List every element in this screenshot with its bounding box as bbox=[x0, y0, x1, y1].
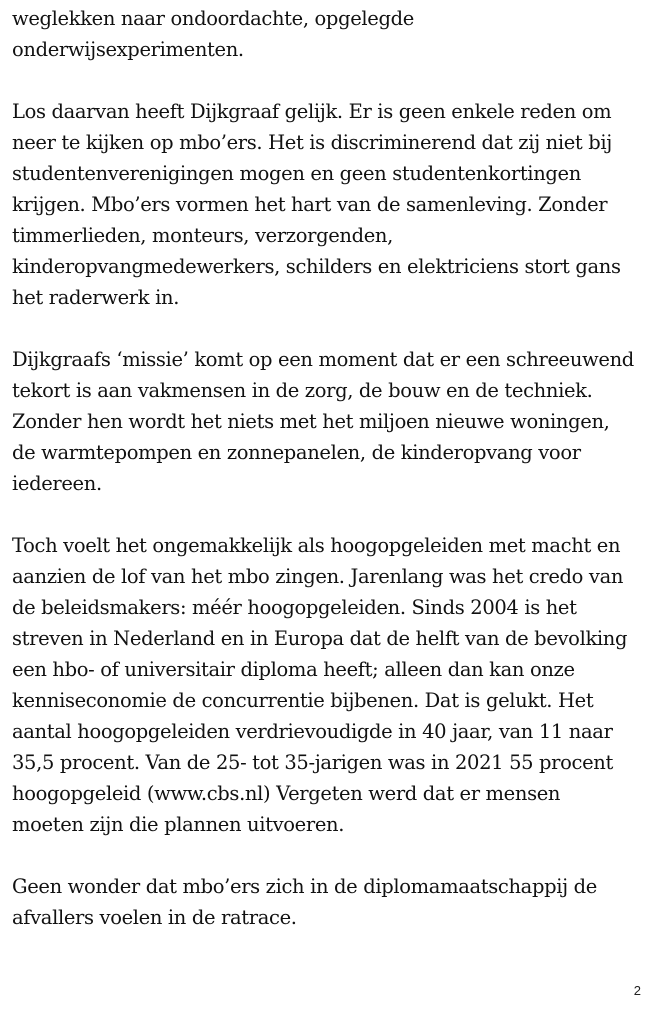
paragraph-1 bbox=[12, 3, 652, 65]
text-line: aanzien de lof van het mbo zingen. Jarenlang was het credo van bbox=[12, 565, 624, 588]
body-text bbox=[12, 0, 652, 933]
text-line: streven in Nederland en in Europa dat de helft van de bevolking bbox=[12, 627, 628, 650]
paragraph-gap bbox=[12, 499, 652, 530]
text-line: onderwijsexperimenten. bbox=[12, 38, 244, 61]
text-line: hoogopgeleid (www.cbs.nl) Vergeten werd dat er mensen bbox=[12, 782, 561, 805]
text-line: moeten zijn die plannen uitvoeren. bbox=[12, 813, 345, 836]
text-line: Geen wonder dat mbo’ers zich in de diplomamaatschappij de bbox=[12, 875, 597, 898]
paragraph-5 bbox=[12, 871, 652, 933]
text-line: het raderwerk in. bbox=[12, 286, 180, 309]
text-line: afvallers voelen in de ratrace. bbox=[12, 906, 297, 929]
text-line: 35,5 procent. Van de 25- tot 35-jarigen was in 2021 55 procent bbox=[12, 751, 613, 774]
text-line: de warmtepompen en zonnepanelen, de kinderopvang voor bbox=[12, 441, 581, 464]
text-line: de beleidsmakers: méér hoogopgeleiden. Sinds 2004 is het bbox=[12, 596, 577, 619]
text-line: studentenverenigingen mogen en geen studentenkortingen bbox=[12, 162, 581, 185]
paragraph-gap bbox=[12, 313, 652, 344]
text-line: timmerlieden, monteurs, verzorgenden, bbox=[12, 224, 393, 247]
text-line: iedereen. bbox=[12, 472, 102, 495]
text-line: aantal hoogopgeleiden verdrievoudigde in 40 jaar, van 11 naar bbox=[12, 720, 613, 743]
paragraph-3 bbox=[12, 344, 652, 499]
text-line: weglekken naar ondoordachte, opgelegde bbox=[12, 7, 414, 30]
paragraph-2 bbox=[12, 96, 652, 313]
paragraph-4 bbox=[12, 530, 652, 840]
paragraph-gap bbox=[12, 65, 652, 96]
paragraph-gap bbox=[12, 840, 652, 871]
text-line: Dijkgraafs ‘missie’ komt op een moment dat er een schreeuwend bbox=[12, 348, 634, 371]
text-line: Toch voelt het ongemakkelijk als hoogopgeleiden met macht en bbox=[12, 534, 621, 557]
page-number: 2 bbox=[633, 983, 641, 998]
text-line: een hbo- of universitair diploma heeft; alleen dan kan onze bbox=[12, 658, 575, 681]
text-line: Zonder hen wordt het niets met het miljoen nieuwe woningen, bbox=[12, 410, 610, 433]
text-line: Los daarvan heeft Dijkgraaf gelijk. Er is geen enkele reden om bbox=[12, 100, 612, 123]
text-line: tekort is aan vakmensen in de zorg, de bouw en de techniek. bbox=[12, 379, 593, 402]
text-line: neer te kijken op mbo’ers. Het is discriminerend dat zij niet bij bbox=[12, 131, 612, 154]
text-line: kinderopvangmedewerkers, schilders en elektriciens stort gans bbox=[12, 255, 621, 278]
text-line: kenniseconomie de concurrentie bijbenen. Dat is gelukt. Het bbox=[12, 689, 594, 712]
text-line: krijgen. Mbo’ers vormen het hart van de samenleving. Zonder bbox=[12, 193, 608, 216]
